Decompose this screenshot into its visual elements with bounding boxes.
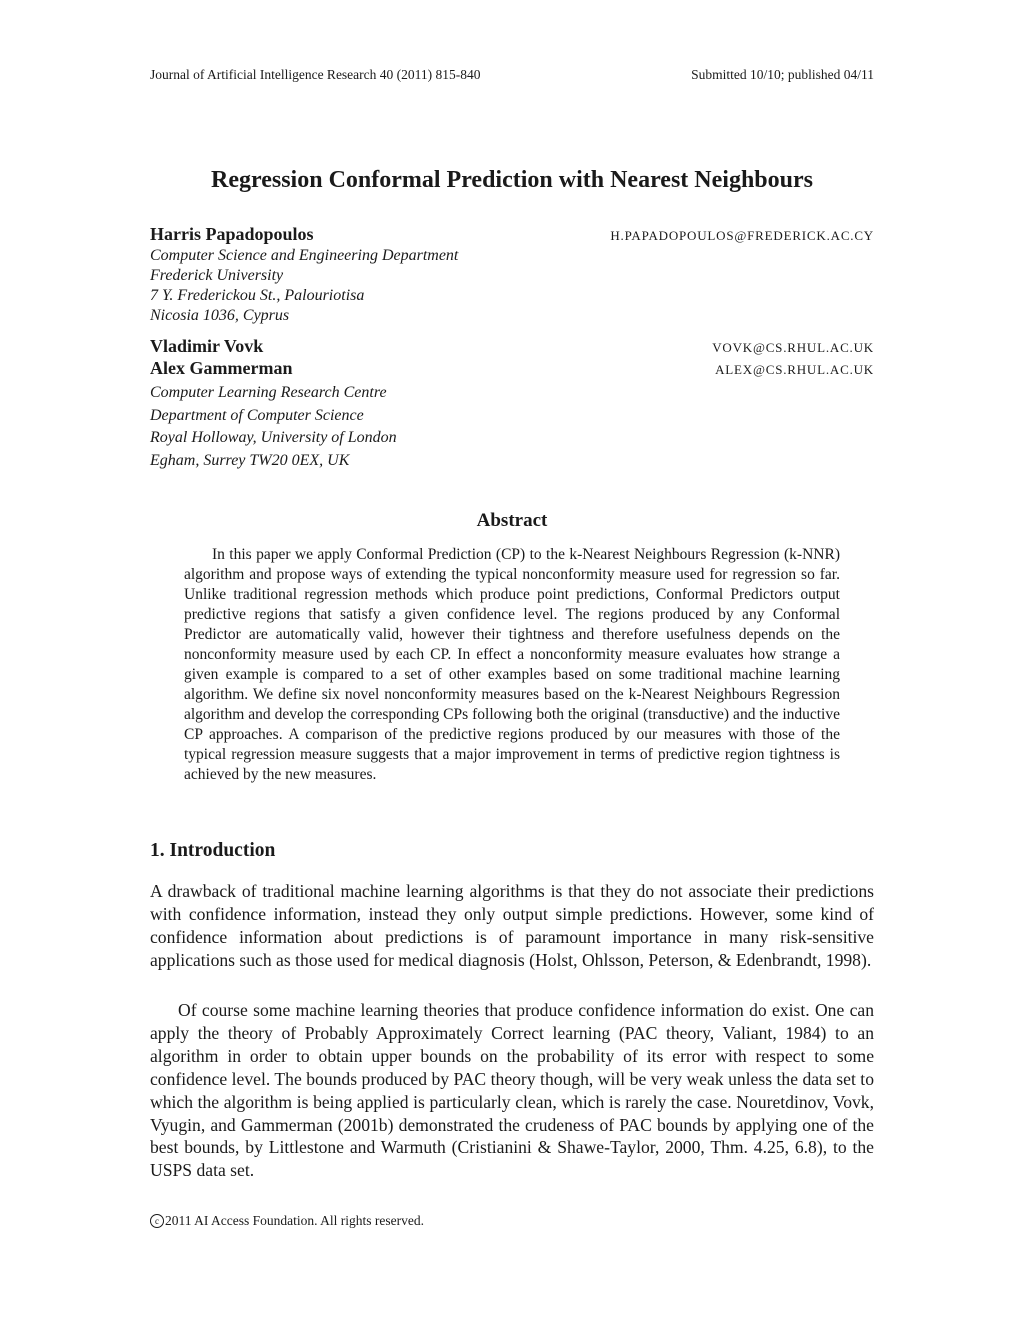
affiliation-line: 7 Y. Frederickou St., Palouriotisa bbox=[150, 287, 365, 304]
affiliation-line: Computer Science and Engineering Department bbox=[150, 247, 459, 264]
author-block-2 bbox=[150, 336, 874, 472]
paper-title: Regression Conformal Prediction with Nearest Neighbours bbox=[211, 167, 813, 193]
journal-citation: Journal of Artificial Intelligence Research 40 (2011) 815-840 bbox=[150, 67, 481, 82]
copyright-footer bbox=[150, 1213, 424, 1229]
copyright-icon: c bbox=[150, 1214, 164, 1228]
copyright-text: 2011 AI Access Foundation. All rights reserved. bbox=[165, 1213, 424, 1228]
abstract-heading: Abstract bbox=[476, 510, 548, 531]
author-email: H.PAPADOPOULOS@FREDERICK.AC.CY bbox=[610, 228, 874, 243]
section-heading: 1. Introduction bbox=[150, 840, 276, 861]
body-paragraph: A drawback of traditional machine learning algorithms is that they do not associate their predictions with confidence information, instead they only output simple predictions. However, some kind of confidence information about predictions is of paramount importance in many risk-sensitive applications such as those used for medical diagnosis (Holst, Ohlsson, Peterson, & Edenbrandt, 1998). bbox=[150, 881, 874, 970]
author-name: Vladimir Vovk bbox=[150, 336, 264, 356]
running-header bbox=[150, 67, 874, 83]
body-paragraph: Of course some machine learning theories that produce confidence information do exist. One can apply the theory of Probably Approximately Correct learning (PAC theory, Valiant, 1984) to an algorithm in order to obtain upper bounds on the probability of its error with respect to some confidence level. The bounds produced by PAC theory though, will be very weak unless the data set to which the algorithm is being applied is particularly clean, which is rarely the case. Nouretdinov, Vovk, Vyugin, and Gammerman (2001b) demonstrated the crudeness of PAC bounds by applying one of the best bounds, by Littlestone and Warmuth (Cristianini & Shawe-Taylor, 2000, Thm. 4.25, 6.8), to the USPS data set. bbox=[150, 1000, 874, 1181]
author-name: Alex Gammerman bbox=[150, 358, 293, 378]
affiliation-line: Egham, Surrey TW20 0EX, UK bbox=[150, 451, 350, 469]
author-block-1 bbox=[150, 224, 874, 326]
submission-dates: Submitted 10/10; published 04/11 bbox=[691, 67, 874, 82]
affiliation-line: Computer Learning Research Centre bbox=[150, 384, 387, 401]
affiliation-line: Frederick University bbox=[150, 267, 284, 284]
affiliation-line: Royal Holloway, University of London bbox=[150, 429, 397, 446]
abstract-text: In this paper we apply Conformal Prediction (CP) to the k-Nearest Neighbours Regression (k-NNR) algorithm and propose ways of extending the typical nonconformity measure used for regression so far. Unlike traditional regression methods which produce point predictions, Conformal Predictors output predictive regions that satisfy a given confidence level. The regions produced by any Conformal Predictor are automatically valid, however their tightness and therefore usefulness depends on the nonconformity measure used by each CP. In effect a nonconformity measure evaluates how strange a given example is compared to a set of other examples based on some traditional machine learning algorithm. We define six novel nonconformity measures based on the k-Nearest Neighbours Regression algorithm and develop the corresponding CPs following both the original (transductive) and the inductive CP approaches. A comparison of the predictive regions produced by our measures with those of the typical regression measure suggests that a major improvement in terms of predictive region tightness is achieved by the new measures. bbox=[184, 546, 840, 783]
affiliation-line: Department of Computer Science bbox=[150, 406, 364, 424]
author-email: ALEX@CS.RHUL.AC.UK bbox=[715, 362, 874, 377]
author-email: VOVK@CS.RHUL.AC.UK bbox=[712, 340, 874, 355]
author-name: Harris Papadopoulos bbox=[150, 224, 314, 244]
affiliation-line: Nicosia 1036, Cyprus bbox=[150, 307, 290, 324]
